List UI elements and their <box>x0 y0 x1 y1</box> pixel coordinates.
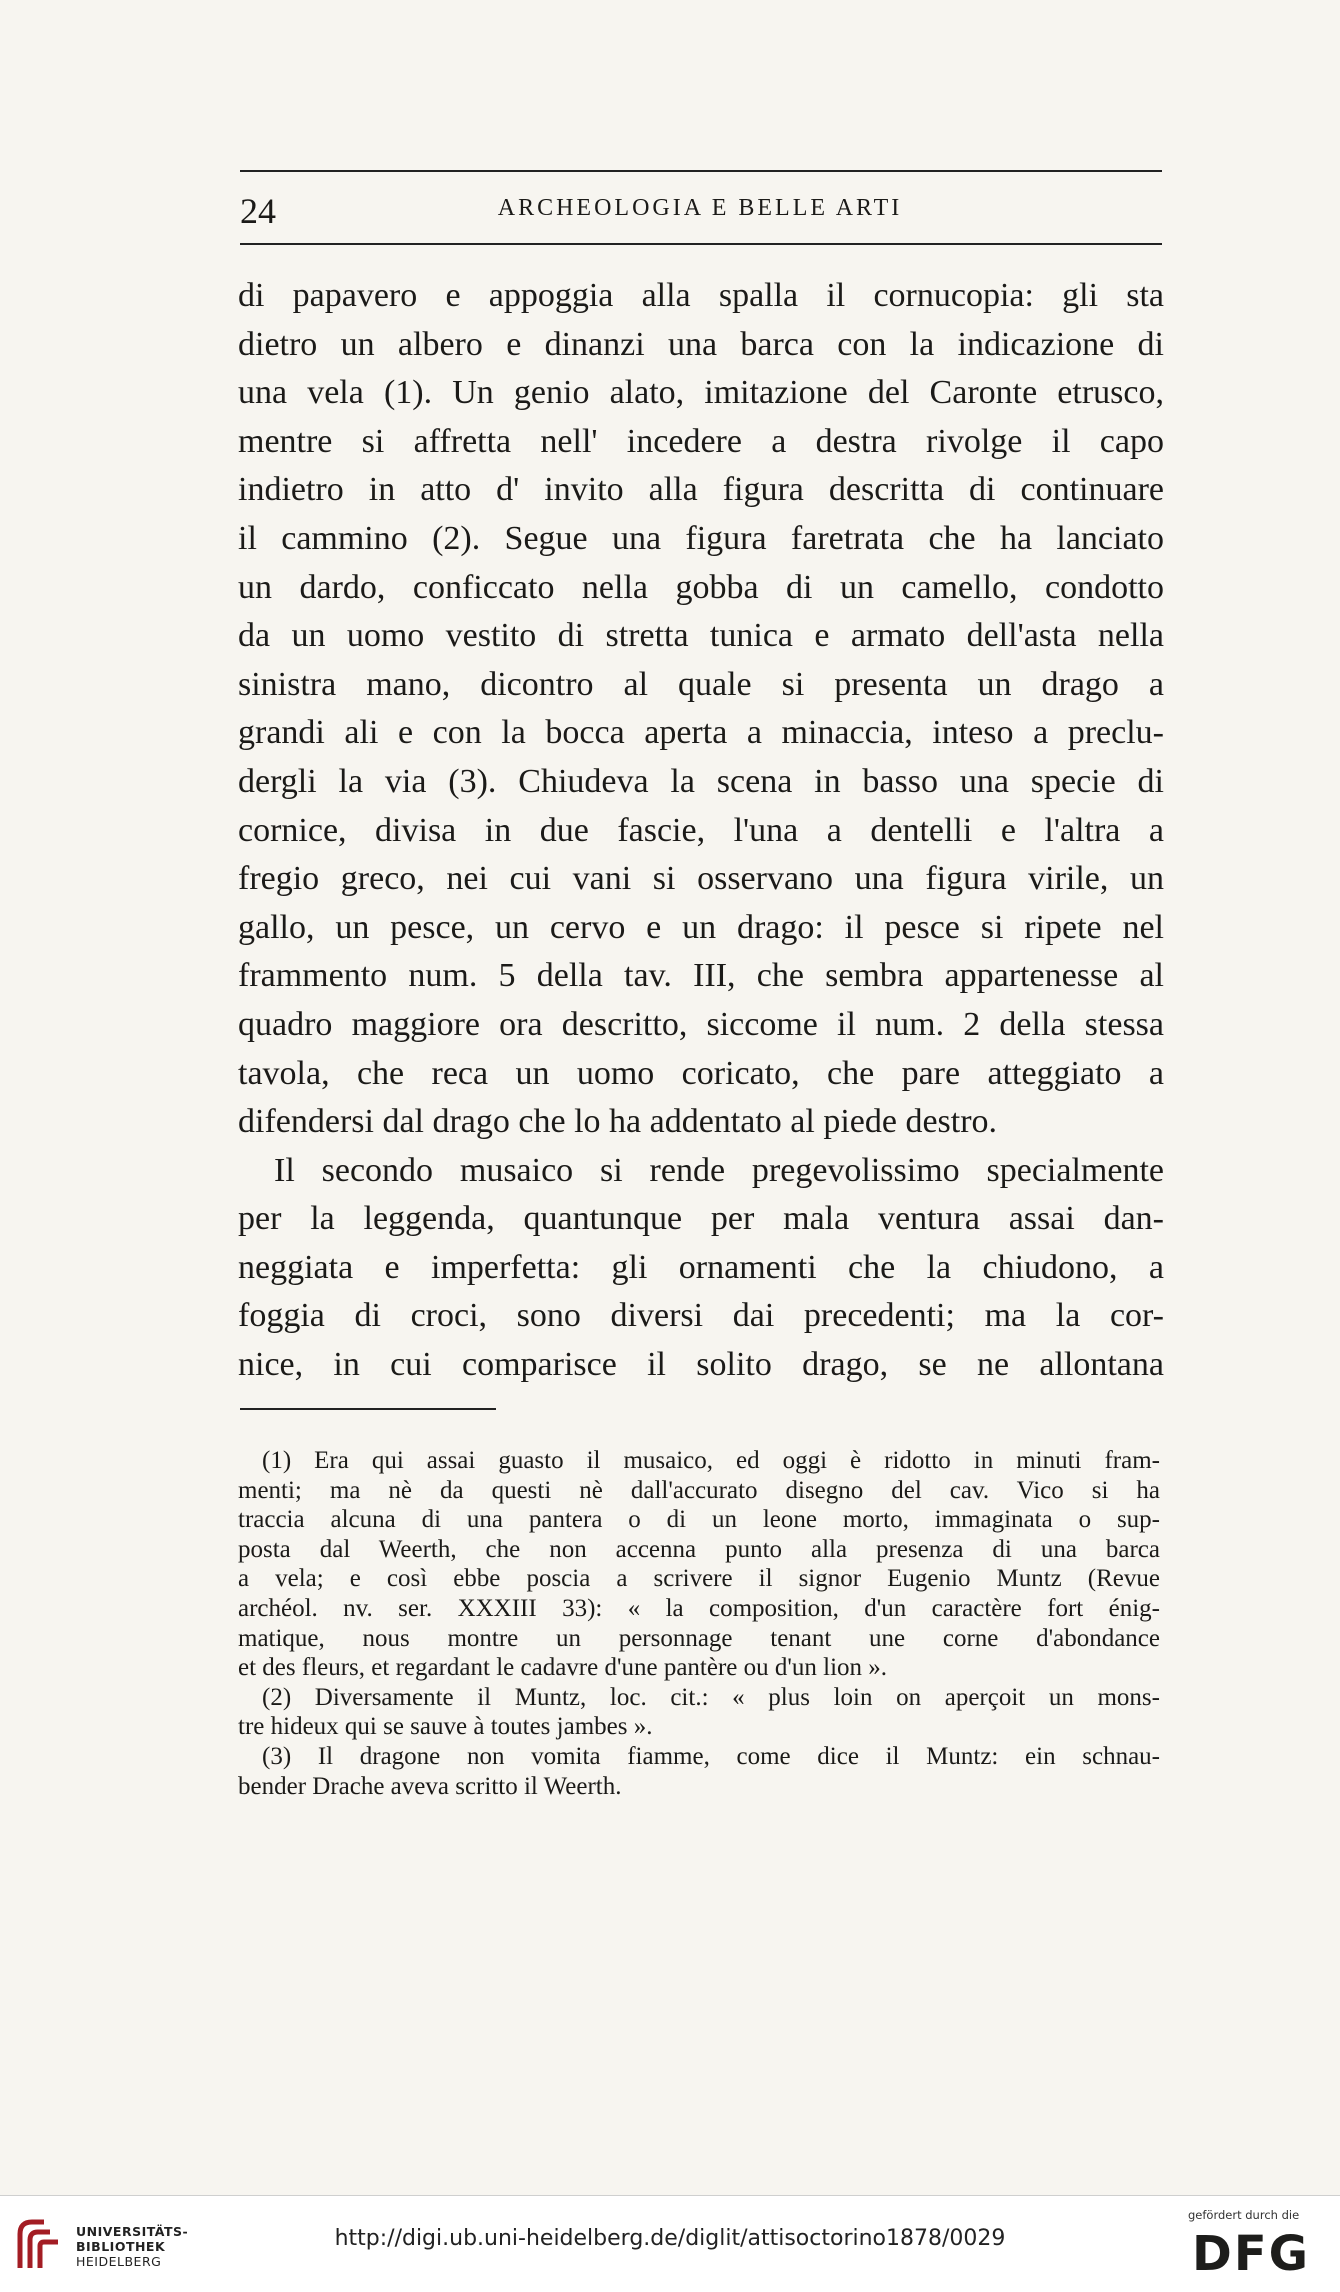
footnote-line: bender Drache aveva scritto il Weerth. <box>238 1772 622 1800</box>
body-line: difendersi dal drago che lo ha addentato al piede destro. <box>238 1103 998 1141</box>
body-line: di papavero e appoggia alla spalla il cornucopia: gli sta <box>238 277 1164 314</box>
footnote-line: archéol. nv. ser. XXXIII 33): « la composition, d'un caractère fort énig- <box>238 1594 1160 1622</box>
footnotes <box>238 1446 1160 1801</box>
footnote-line: menti; ma nè da questi nè dall'accurato disegno del cav. Vico si ha <box>238 1476 1160 1504</box>
library-name-line1: UNIVERSITÄTS- <box>76 2224 189 2239</box>
page-number: 24 <box>240 191 276 231</box>
footnote-line: a vela; e così ebbe poscia a scrivere il signor Eugenio Muntz (Revue <box>238 1565 1160 1593</box>
library-name-line2: BIBLIOTHEK <box>76 2239 166 2254</box>
body-line: foggia di croci, sono diversi dai precedenti; ma la cor- <box>238 1297 1164 1335</box>
body-line: fregio greco, nei cui vani si osservano una figura virile, un <box>238 860 1164 898</box>
header-rule-top <box>240 170 1162 172</box>
body-line: frammento num. 5 della tav. III, che sembra appartenesse al <box>238 957 1164 995</box>
body-text <box>238 272 1164 1390</box>
library-name-line3: HEIDELBERG <box>76 2254 162 2269</box>
body-line: indietro in atto d' invito alla figura descritta di continuare <box>238 471 1164 509</box>
body-line: il cammino (2). Segue una figura faretrata che ha lanciato <box>238 519 1164 557</box>
footnote-line: tre hideux qui se sauve à toutes jambes ». <box>238 1713 653 1741</box>
permalink-url[interactable]: http://digi.ub.uni-heidelberg.de/diglit/attisoctorino1878/0029 <box>334 2226 1006 2251</box>
body-line: nice, in cui comparisce il solito drago, se ne allontana <box>238 1346 1164 1384</box>
body-line: cornice, divisa in due fascie, l'una a dentelli e l'altra a <box>238 811 1164 849</box>
footnote-line: posta dal Weerth, che non accenna punto alla presenza di una barca <box>238 1535 1160 1563</box>
running-title: ARCHEOLOGIA E BELLE ARTI <box>497 195 903 221</box>
library-name[interactable] <box>76 2224 188 2269</box>
body-line: dergli la via (3). Chiudeva la scena in basso una specie di <box>238 762 1164 800</box>
footnote-line: traccia alcuna di una pantera o di un leone morto, immaginata o sup- <box>238 1506 1160 1534</box>
body-line: tavola, che reca un uomo coricato, che pare atteggiato a <box>238 1054 1164 1092</box>
footnote-line: (1) Era qui assai guasto il musaico, ed oggi è ridotto in minuti fram- <box>262 1447 1160 1474</box>
footnote-line: (3) Il dragone non vomita fiamme, come dice il Muntz: ein schnau- <box>262 1742 1160 1770</box>
dfg-logo[interactable]: DFG <box>1192 2226 1311 2282</box>
footnote-line: matique, nous montre un personnage tenant une corne d'abondance <box>238 1624 1160 1652</box>
body-line: mentre si affretta nell' incedere a destra rivolge il capo <box>238 422 1164 460</box>
footnote-line: et des fleurs, et regardant le cadavre d'une pantère ou d'un lion ». <box>238 1654 888 1682</box>
viewer-footer <box>0 2195 1340 2292</box>
footnote-line: (2) Diversamente il Muntz, loc. cit.: « plus loin on aperçoit un mons- <box>262 1683 1160 1711</box>
footnote-rule <box>240 1408 496 1410</box>
library-logo-icon[interactable] <box>14 2214 66 2274</box>
body-line: Il secondo musaico si rende pregevolissimo specialmente <box>274 1151 1164 1189</box>
body-line: per la leggenda, quantunque per mala ventura assai dan- <box>238 1200 1164 1238</box>
funder-caption: gefördert durch die <box>1188 2208 1300 2222</box>
body-line: un dardo, conficcato nella gobba di un camello, condotto <box>238 568 1164 606</box>
body-line: quadro maggiore ora descritto, siccome il num. 2 della stessa <box>238 1005 1164 1043</box>
header-rule-bottom <box>240 243 1162 245</box>
body-line: grandi ali e con la bocca aperta a minaccia, inteso a preclu- <box>238 714 1164 752</box>
body-line: gallo, un pesce, un cervo e un drago: il pesce si ripete nel <box>238 908 1164 946</box>
body-line: da un uomo vestito di stretta tunica e armato dell'asta nella <box>238 617 1164 655</box>
body-line: dietro un albero e dinanzi una barca con la indicazione di <box>238 325 1164 363</box>
body-line: sinistra mano, dicontro al quale si presenta un drago a <box>238 665 1164 703</box>
body-line: una vela (1). Un genio alato, imitazione del Caronte etrusco, <box>238 374 1164 412</box>
body-line: neggiata e imperfetta: gli ornamenti che la chiudono, a <box>238 1248 1164 1286</box>
